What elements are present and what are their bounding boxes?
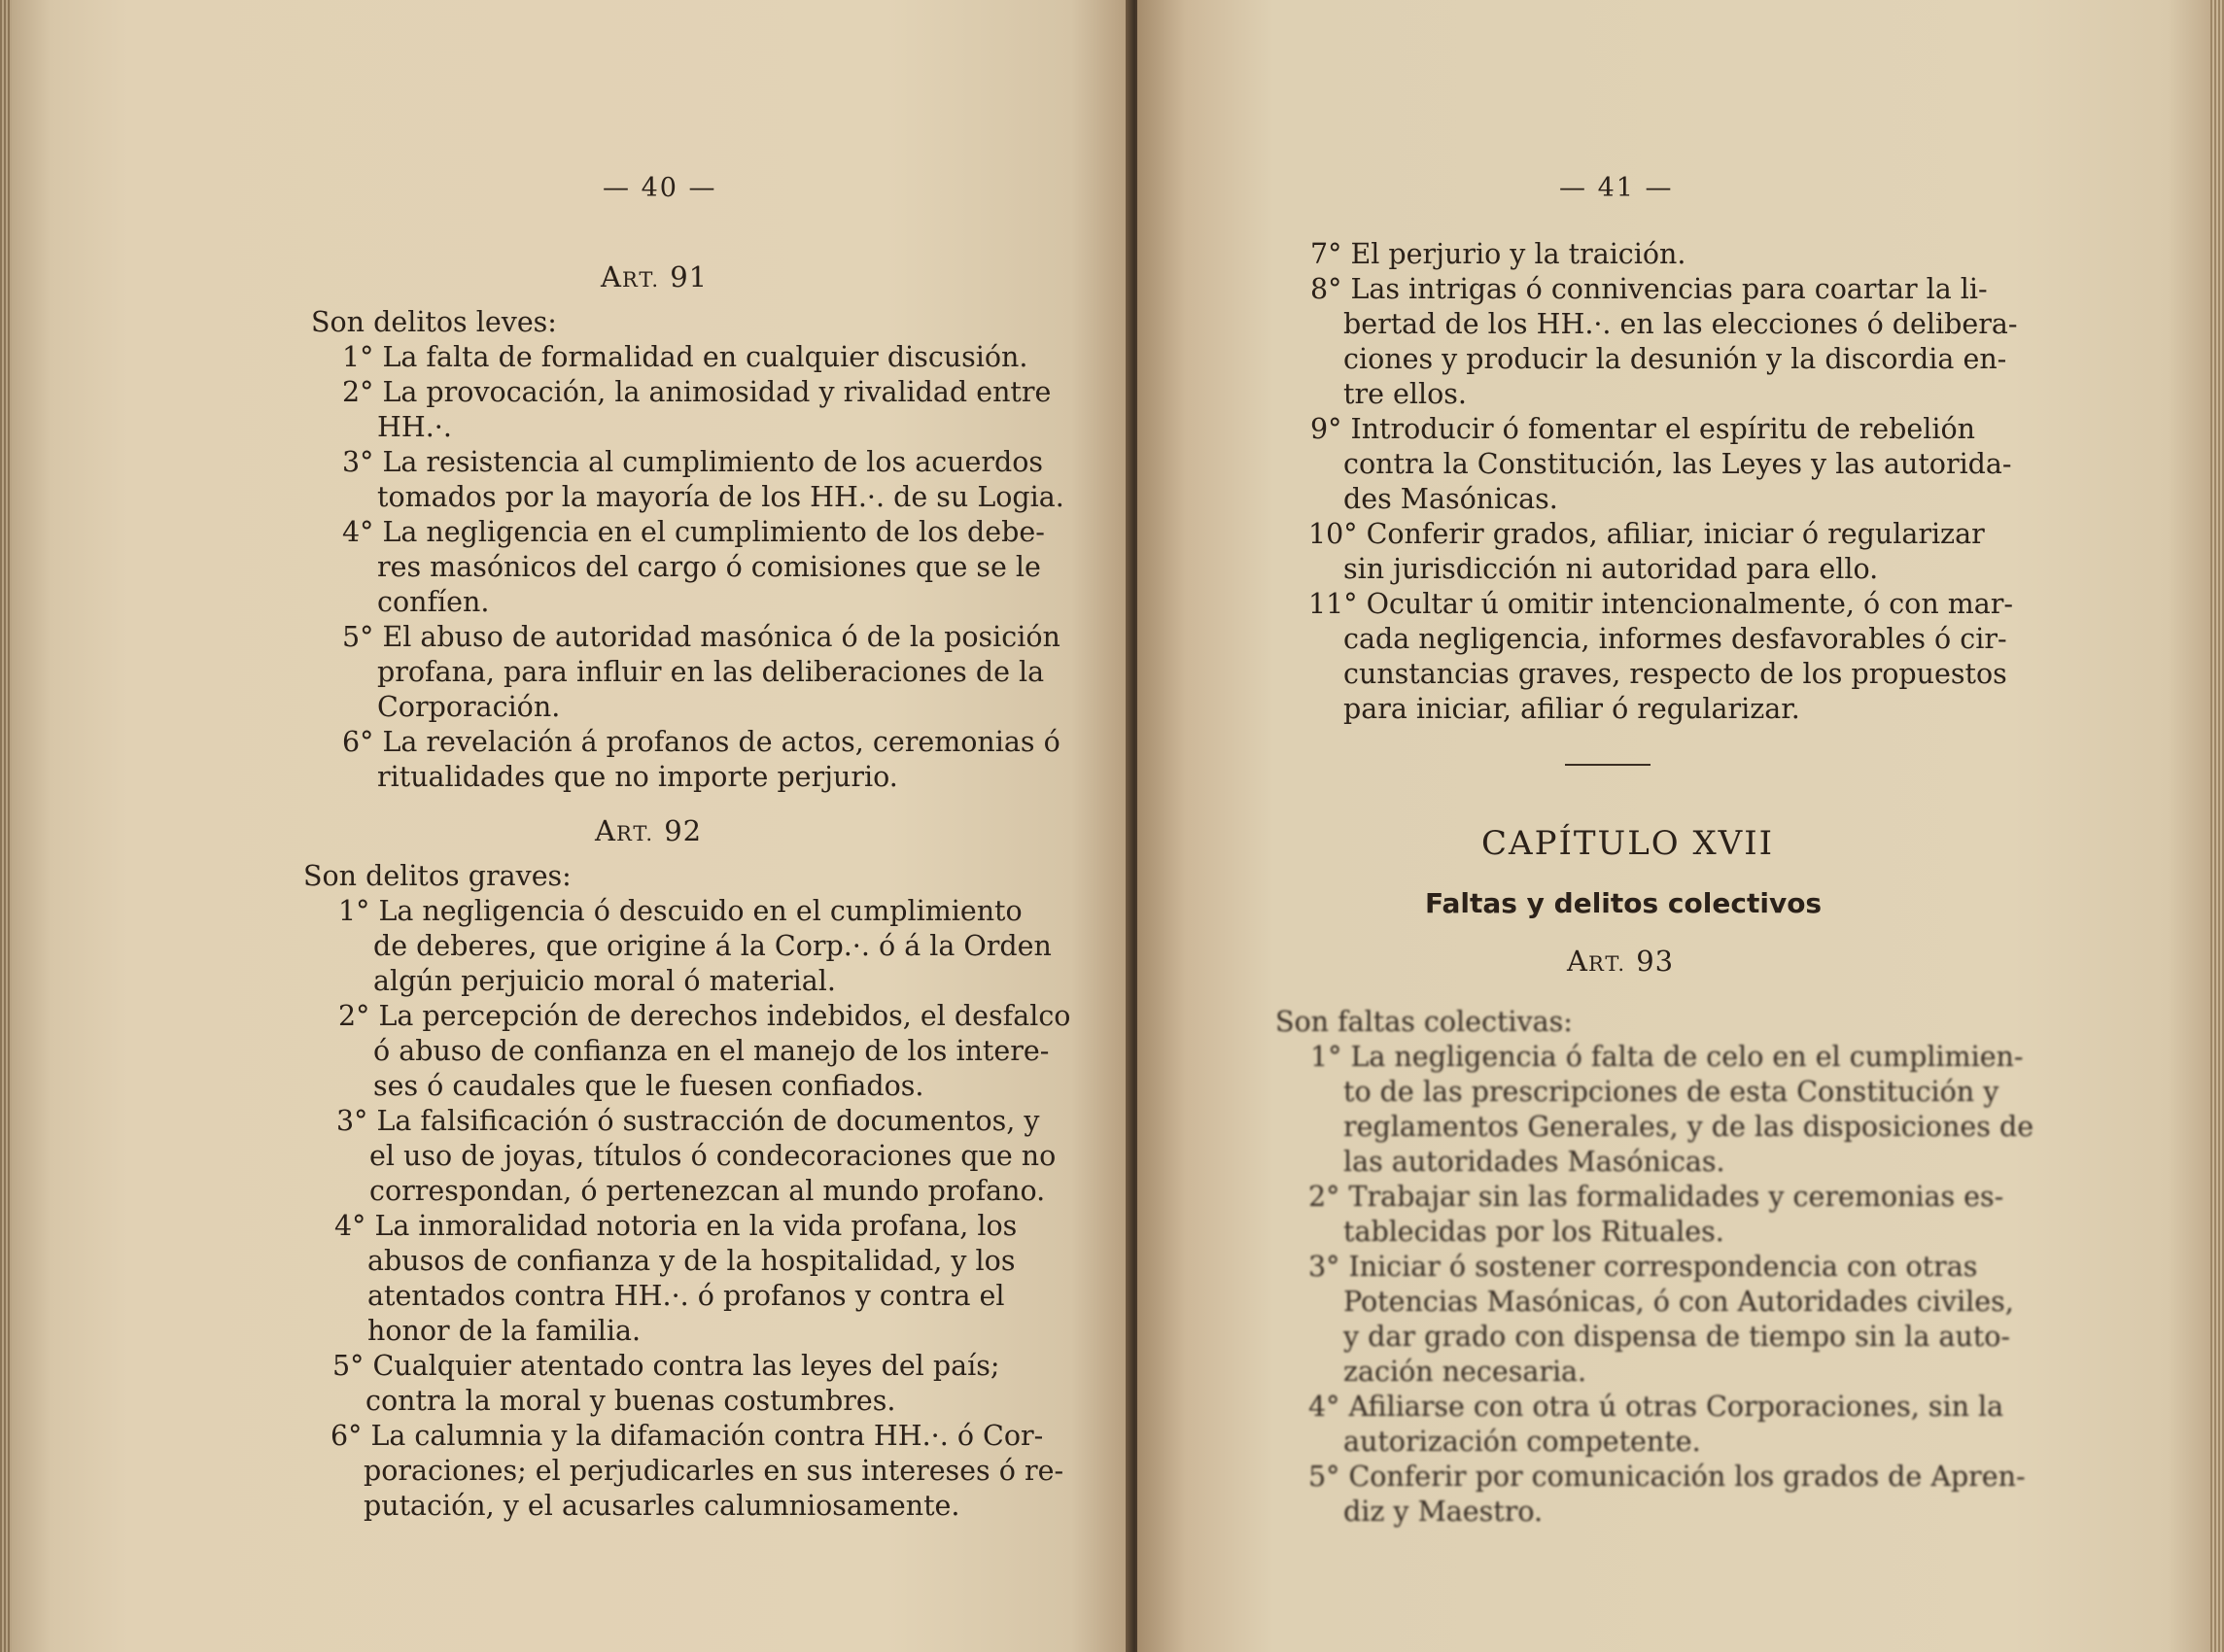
text-line: ó abuso de confianza en el manejo de los intere- (373, 1035, 1050, 1067)
article-heading-initial: A (601, 260, 622, 293)
article-91-heading (601, 260, 708, 293)
text-line: Son delitos leves: (311, 306, 557, 338)
text-line: diz y Maestro. (1343, 1496, 1544, 1528)
page-edges-left (0, 0, 12, 1652)
text-line: algún perjuicio moral ó material. (373, 965, 836, 997)
chapter-subtitle: Faltas y delitos colectivos (1425, 887, 1823, 919)
text-line: contra la moral y buenas costumbres. (365, 1385, 896, 1417)
article-heading-number: 91 (670, 260, 709, 293)
text-line: Son faltas colectivas: (1275, 1006, 1573, 1038)
text-line: ses ó caudales que le fuesen confiados. (373, 1070, 924, 1102)
article-heading-initial: A (1567, 945, 1588, 978)
page-number-40: — 40 — (603, 173, 717, 203)
text-line: 10° Conferir grados, afiliar, iniciar ó regularizar (1308, 518, 1985, 550)
text-line: 4° La inmoralidad notoria en la vida profana, los (334, 1210, 1018, 1242)
text-line: 3° La resistencia al cumplimiento de los acuerdos (342, 446, 1044, 478)
article-heading-number: 93 (1636, 945, 1675, 978)
text-line: honor de la familia. (367, 1315, 642, 1347)
text-line: 2° Trabajar sin las formalidades y ceremonias es- (1308, 1181, 2004, 1213)
text-line: las autoridades Masónicas. (1343, 1146, 1725, 1178)
text-line: bertad de los HH.·. en las elecciones ó delibera- (1343, 308, 2018, 340)
text-line: HH.·. (377, 411, 452, 443)
text-line: 2° La percepción de derechos indebidos, el desfalco (338, 1000, 1071, 1032)
text-line: tomados por la mayoría de los HH.·. de su Logia. (377, 481, 1064, 513)
text-line: des Masónicas. (1343, 483, 1558, 515)
text-line: y dar grado con dispensa de tiempo sin la auto- (1343, 1321, 2011, 1353)
text-line: 2° La provocación, la animosidad y rivalidad entre (342, 376, 1052, 408)
text-line: 3° La falsificación ó sustracción de documentos, y (336, 1105, 1040, 1137)
page-edges-right (2210, 0, 2224, 1652)
article-heading-abbrev: RT. (615, 822, 654, 845)
text-line: 1° La negligencia ó falta de celo en el cumplimien- (1310, 1041, 2024, 1073)
text-line: putación, y el acusarles calumniosamente. (364, 1490, 960, 1522)
text-line: ciones y producir la desunión y la discordia en- (1343, 343, 2007, 375)
left-page (12, 0, 1131, 1652)
text-line: 6° La calumnia y la difamación contra HH.·. ó Cor- (330, 1420, 1044, 1452)
article-heading-number: 92 (664, 814, 703, 847)
text-line: 5° Cualquier atentado contra las leyes del país; (332, 1350, 1000, 1382)
text-line: tre ellos. (1343, 378, 1467, 410)
text-line: 8° Las intrigas ó connivencias para coartar la li- (1310, 273, 1988, 305)
right-page (1137, 0, 2210, 1652)
article-heading-abbrev: RT. (1587, 952, 1626, 976)
text-line: 1° La negligencia ó descuido en el cumplimiento (338, 895, 1023, 927)
text-line: 3° Iniciar ó sostener correspondencia con otras (1308, 1251, 1978, 1283)
section-divider (1565, 764, 1651, 766)
text-line: profana, para influir en las deliberaciones de la (377, 656, 1045, 688)
article-heading-initial: A (595, 814, 616, 847)
text-line: cunstancias graves, respecto de los propuestos (1343, 658, 2007, 690)
text-line: ritualidades que no importe perjurio. (377, 761, 898, 793)
text-line: 9° Introducir ó fomentar el espíritu de rebelión (1310, 413, 1975, 445)
text-line: Potencias Masónicas, ó con Autoridades civiles, (1343, 1286, 2014, 1318)
text-line: poraciones; el perjudicarles en sus intereses ó re- (364, 1455, 1064, 1487)
text-line: correspondan, ó pertenezcan al mundo profano. (369, 1175, 1046, 1207)
text-line: res masónicos del cargo ó comisiones que se le (377, 551, 1041, 583)
text-line: el uso de joyas, títulos ó condecoraciones que no (369, 1140, 1057, 1172)
text-line: 11° Ocultar ú omitir intencionalmente, ó con mar- (1308, 588, 2014, 620)
text-line: Son delitos graves: (303, 860, 572, 892)
text-line: contra la Constitución, las Leyes y las autorida- (1343, 448, 2012, 480)
text-line: abusos de confianza y de la hospitalidad, y los (367, 1245, 1016, 1277)
text-line: confíen. (377, 586, 490, 618)
article-93-heading (1567, 945, 1674, 978)
text-line: cada negligencia, informes desfavorables ó cir- (1343, 623, 2007, 655)
text-line: autorización competente. (1343, 1426, 1701, 1458)
chapter-title: CAPÍTULO XVII (1481, 824, 1775, 863)
article-heading-abbrev: RT. (621, 268, 660, 292)
text-line: zación necesaria. (1343, 1356, 1587, 1388)
article-92-heading (595, 814, 702, 847)
text-line: 5° Conferir por comunicación los grados de Apren- (1308, 1461, 2026, 1493)
text-line: 7° El perjurio y la traición. (1310, 238, 1686, 270)
text-line: de deberes, que origine á la Corp.·. ó á la Orden (373, 930, 1052, 962)
page-number-41: — 41 — (1559, 173, 1674, 203)
text-line: sin jurisdicción ni autoridad para ello. (1343, 553, 1879, 585)
text-line: 6° La revelación á profanos de actos, ceremonias ó (342, 726, 1060, 758)
text-line: 4° Afiliarse con otra ú otras Corporaciones, sin la (1308, 1391, 2004, 1423)
text-line: para iniciar, afiliar ó regularizar. (1343, 693, 1800, 725)
text-line: Corporación. (377, 691, 561, 723)
text-line: 1° La falta de formalidad en cualquier discusión. (342, 341, 1028, 373)
text-line: 5° El abuso de autoridad masónica ó de la posición (342, 621, 1060, 653)
text-line: reglamentos Generales, y de las disposiciones de (1343, 1111, 2034, 1143)
text-line: to de las prescripciones de esta Constitución y (1343, 1076, 1999, 1108)
text-line: tablecidas por los Rituales. (1343, 1216, 1724, 1248)
text-line: atentados contra HH.·. ó profanos y contra el (367, 1280, 1005, 1312)
text-line: 4° La negligencia en el cumplimiento de los debe- (342, 516, 1045, 548)
